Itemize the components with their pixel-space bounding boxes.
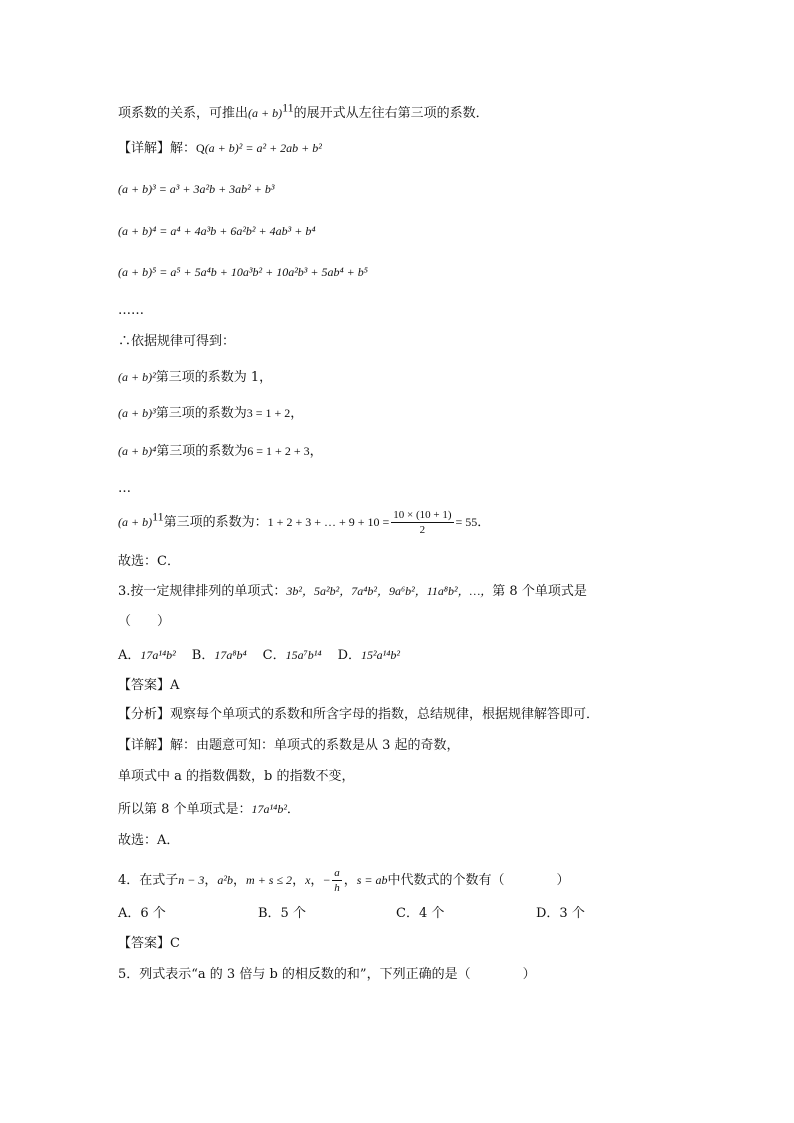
text-segment: 第三项的系数为： (163, 515, 268, 530)
fraction-denominator: h (334, 882, 340, 894)
ellipsis-line-2 (118, 480, 131, 498)
option-c-expr: 15a⁷b¹⁴ (285, 648, 322, 662)
choose-line (118, 553, 180, 571)
answer-text: 【答案】C (118, 936, 180, 951)
text-segment: ． (477, 515, 491, 530)
option-d-label: D． (337, 648, 362, 663)
options-line-q4 (118, 905, 585, 923)
question-text: 4．在式子 (118, 873, 179, 888)
therefore-text: ∴依据规律可得到： (118, 334, 236, 349)
option-d: D．3 个 (536, 906, 585, 921)
math-exponent: 11 (152, 509, 164, 524)
ellipsis: …… (118, 303, 144, 318)
coefficient-line-2 (118, 368, 272, 387)
fraction-a-over-h (332, 866, 342, 895)
question-3-line (118, 582, 587, 601)
coefficient-line-4 (118, 442, 323, 461)
equation-line-fourth (118, 222, 315, 241)
therefore-line (118, 333, 235, 351)
option-b-label: B． (191, 648, 215, 663)
expr-inequality: m + s ≤ 2 (246, 873, 293, 887)
question-text: 5．列式表示“a 的 3 倍与 b 的相反数的和”，下列正确的是（ ） (118, 967, 536, 982)
equation-line-fifth (118, 263, 368, 282)
answer-blank: （ ） (118, 614, 171, 629)
equation-fifth: (a + b)⁵ = a⁵ + 5a⁴b + 10a³b² + 10a²b³ + 5ab⁴ + b⁵ (118, 265, 368, 279)
equation-square: (a + b)² = a² + 2ab + b² (204, 141, 322, 155)
math-expression: (a + b)⁴ (118, 444, 157, 458)
monomial-sequence: 3b²，5a²b²，7a⁴b²，9a⁶b²，11a⁸b²，…， (286, 584, 493, 598)
option-b-expr: 17a⁸b⁴ (214, 648, 247, 662)
question-text: 中代数式的个数有（ ） (387, 873, 570, 888)
detail-text: 所以第 8 个单项式是： (118, 802, 252, 817)
choose-line-q3 (118, 832, 179, 850)
equation-fourth: (a + b)⁴ = a⁴ + 4a³b + 6a²b² + 4ab³ + b⁴ (118, 224, 316, 238)
text-segment: ， (309, 444, 323, 459)
math-expression: 17a¹⁴b² (251, 802, 287, 816)
option-b: B．5 个 (258, 906, 306, 921)
text-segment: 第三项的系数为 1， (155, 370, 273, 385)
equation-line-cube (118, 180, 274, 199)
answer-text: 【答案】A (118, 678, 180, 693)
expr-n-minus-3: n − 3 (178, 873, 205, 887)
detail-label: 【详解】解： (118, 141, 197, 156)
text-segment: 第三项的系数为 (155, 406, 247, 421)
math-equation: 3 = 1 + 2 (246, 406, 291, 420)
expr-x: x (305, 873, 311, 887)
math-expression: (a + b) (118, 515, 153, 529)
option-a-expr: 17a¹⁴b² (140, 648, 176, 662)
detail-text: 单项式中 a 的指数偶数，b 的指数不变， (118, 769, 355, 784)
math-expression: (a + b) (248, 106, 283, 120)
answer-blank-line (118, 613, 170, 631)
equation-cube: (a + b)³ = a³ + 3a²b + 3ab² + b³ (118, 182, 275, 196)
expr-a2b: a²b (217, 873, 234, 887)
text-segment: ． (286, 802, 300, 817)
answer-line-q4 (118, 935, 180, 953)
option-c: C．4 个 (396, 906, 445, 921)
question-text: 第 8 个单项式是 (492, 584, 587, 599)
fraction (391, 508, 453, 537)
math-sum: 1 + 2 + 3 + … + 9 + 10 = (267, 515, 390, 529)
text-line-1 (118, 100, 489, 123)
coefficient-line-11 (118, 508, 490, 537)
choose-text: 故选：C． (118, 554, 180, 569)
text-segment: 第三项的系数为 (156, 444, 248, 459)
text-segment: ， (290, 406, 304, 421)
ellipsis: … (118, 481, 131, 496)
analysis-text: 【分析】观察每个单项式的系数和所含字母的指数，总结规律，根据规律解答即可． (118, 707, 600, 722)
answer-line-q3 (118, 677, 179, 695)
option-a: A．6 个 (118, 906, 166, 921)
fraction-numerator: 10 × (10 + 1) (393, 509, 452, 521)
math-exponent: 11 (282, 100, 294, 115)
option-a-label: A． (118, 648, 141, 663)
analysis-line-q3 (118, 706, 599, 724)
detail-heading-line (118, 139, 322, 158)
because-symbol: Q (196, 141, 205, 155)
expr-s-equals-ab: s = ab (356, 873, 388, 887)
question-text: 3.按一定规律排列的单项式： (118, 584, 287, 599)
choose-text: 故选：A． (118, 833, 180, 848)
text-segment: 项系数的关系，可推出 (118, 106, 249, 121)
ellipsis-line (118, 302, 144, 320)
math-expression: (a + b)² (118, 370, 156, 384)
detail-line-q3-3 (118, 800, 300, 819)
math-equation: 6 = 1 + 2 + 3 (247, 444, 310, 458)
question-4-line: 4．在式子n − 3，a²b，m + s ≤ 2，x，− $\frac{a}{h}$ ，s = ab中代数式的个数有（ ） (118, 867, 570, 894)
expr-minus-sign: − (323, 873, 331, 887)
fraction-numerator: a (334, 867, 340, 879)
math-result: = 55 (455, 515, 478, 529)
detail-line-q3-2 (118, 768, 354, 786)
option-d-expr: 15²a¹⁴b² (361, 648, 400, 662)
math-expression: (a + b)³ (118, 406, 156, 420)
options-line-q3 (118, 646, 400, 665)
text-segment: 的展开式从左往右第三项的系数． (293, 106, 489, 121)
fraction-denominator: 2 (419, 524, 426, 536)
detail-text: 【详解】解：由题意可知：单项式的系数是从 3 起的奇数， (118, 738, 460, 753)
detail-line-q3 (118, 737, 460, 755)
option-c-label: C． (262, 648, 286, 663)
coefficient-line-3 (118, 404, 303, 423)
question-5-line (118, 966, 536, 984)
